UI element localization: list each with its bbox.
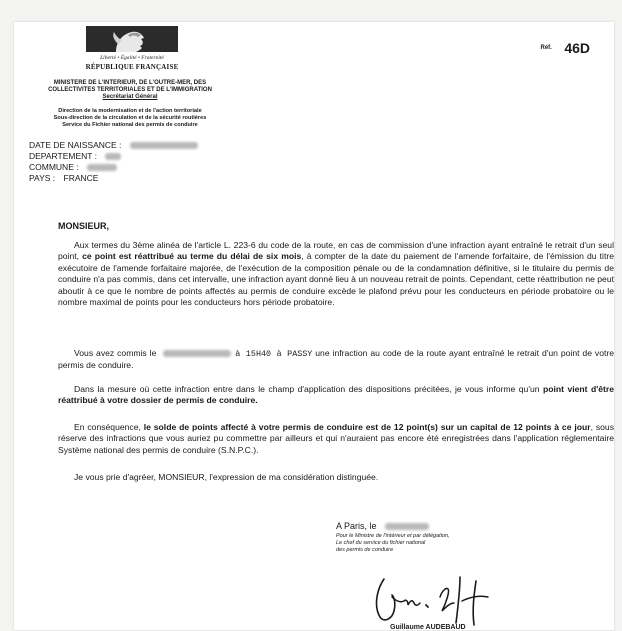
text-run: , sous réserve des infractions que vous auriez pu commettre par ailleurs et qui n'auraient pas encore été enregistrées dans l'application réglementaire Système national des permis de conduire (S.N.P.C.). <box>58 422 614 455</box>
marianne-logo <box>86 26 178 52</box>
country-line <box>29 173 98 183</box>
text-run: Je vous prie d'agréer, MONSIEUR, l'expression de ma considération distinguée. <box>74 472 379 482</box>
redacted-letter-date <box>385 523 429 530</box>
country-value: FRANCE <box>63 173 99 183</box>
secretariat-line: Secrétariat Général <box>102 94 158 101</box>
ministry-block <box>29 80 231 102</box>
paragraph-legal-basis <box>58 240 614 308</box>
reference-label: Réf. <box>540 44 552 51</box>
place-label: A Paris, le <box>336 521 377 531</box>
text-run: En conséquence, <box>74 422 144 432</box>
paragraph-point-restored <box>58 384 614 407</box>
department-label: DEPARTEMENT : <box>29 151 98 161</box>
country-label: PAYS : <box>29 173 56 183</box>
service-block <box>39 108 221 129</box>
text-run-bold: ce point est réattribué au terme du délai de six mois <box>82 251 302 262</box>
commune-label: COMMUNE : <box>29 162 79 172</box>
text-run-bold: point vient d'être réattribué à votre dossier de permis de conduire. <box>58 384 615 406</box>
offence-time-place: à 15H40 à PASSY <box>235 349 313 359</box>
handwritten-signature <box>370 567 510 629</box>
redacted-offence-date <box>163 350 231 357</box>
marianne-profile-icon <box>86 26 178 52</box>
department-line <box>29 151 121 161</box>
commune-line <box>29 162 117 172</box>
redacted-department <box>105 153 121 160</box>
ministry-line: MINISTERE DE L'INTERIEUR, DE L'OUTRE-MER, DES <box>53 80 207 86</box>
signatory-name: Guillaume AUDEBAUD <box>390 624 466 631</box>
redacted-commune <box>87 164 117 171</box>
delegation-block <box>336 533 496 554</box>
salutation: MONSIEUR, <box>58 221 110 231</box>
birth-date-line <box>29 140 198 150</box>
birth-date-label: DATE DE NAISSANCE : <box>29 140 122 150</box>
republic-name: RÉPUBLIQUE FRANÇAISE <box>85 63 179 71</box>
paragraph-balance <box>58 422 614 456</box>
text-run: Dans la mesure où cette infraction entre dans le champ d'application des dispositions précitées, je vous informe qu'un <box>74 384 543 394</box>
text-run: Aux termes du 3ème alinéa de l'article L. 223-6 du code de la route, en cas de commission d'une infraction ayant entraîné le retrait d'un seul point, <box>58 240 614 262</box>
text-run: une infraction au code de la route ayant entraîné le retrait d'un point de votre permis de conduire. <box>58 348 615 371</box>
delegation-line: Le chef du service du fichier national <box>336 540 426 546</box>
ministry-line: COLLECTIVITES TERRITORIALES ET DE L'IMMIGRATION <box>48 87 212 94</box>
redacted-birth-date <box>130 142 198 149</box>
republic-motto: Liberté • Égalité • Fraternité <box>100 55 164 61</box>
service-line: Sous-direction de la circulation et de la sécurité routières <box>53 115 207 121</box>
text-run: , à compter de la date du paiement de l'amende forfaitaire, de l'émission du titre exécutoire de l'amende forfaitaire majorée, de l'exécution de la composition pénale ou de la condamnation définitive, si le titulaire du permis de conduire n'a pas commis, dans cet intervalle, une infraction ayant donné lieu à un nouveau retrait de points. Cependant, cette réattribution ne peut aboutir à ce que le nombre de points affectés au permis de conduire excède le plafond prévu pour les conducteurs en période probatoire ou le nombre maximal de points pour les conducteurs hors période probatoire. <box>58 251 614 308</box>
paragraph-offence <box>58 348 614 372</box>
delegation-line: Pour le Ministre de l'intérieur et par délégation, <box>336 533 450 539</box>
service-line: Direction de la modernisation et de l'action territoriale <box>58 108 202 114</box>
letter-page <box>14 22 614 630</box>
delegation-line: des permis de conduire <box>336 547 394 553</box>
paragraph-closing <box>58 472 614 483</box>
text-run: Vous avez commis le <box>74 348 157 358</box>
reference <box>541 39 590 57</box>
reference-number: 46D <box>564 39 590 56</box>
text-run-bold: le solde de points affecté à votre permis de conduire est de 12 point(s) sur un capital de 12 points à ce jour <box>143 422 591 432</box>
signature-place-date <box>336 521 429 531</box>
service-line: Service du Fichier national des permis de conduire <box>62 122 198 128</box>
